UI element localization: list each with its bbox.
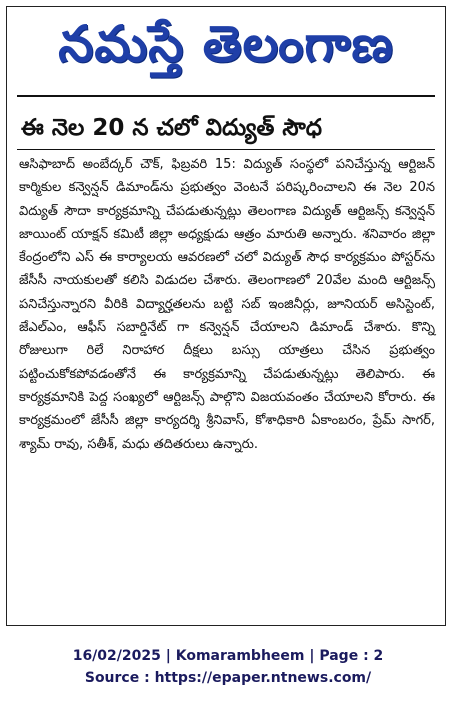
edition-info: 16/02/2025 | Komarambheem | Page : 2 [72, 648, 384, 664]
article-paragraph: ఆసిఫాబాద్ అంబేద్కర్ చౌక్, ఫిబ్రవరి 15: విద్యుత్ సంస్థలో పనిచేస్తున్న ఆర్టిజన్ కార్మికుల కన్వెన్షన్ డిమాండ్‌ను ప్రభుత్వం వెంటనే పరిష్కరించాలని ఈ నెల 20న విద్యుత్ సౌదా కార్యక్రమాన్ని చేపడుతున్నట్లు తెలంగాణ విద్యుత్ ఆర్టిజన్స్ కన్వెన్షన్ జాయింట్ యాక్షన్ కమిటీ జిల్లా అధ్యక్షుడు ఆత్రం మారుతి అన్నారు. శనివారం జిల్లా కేంద్రంలోని ఎస్ ఈ కార్యాలయ ఆవరణలో చలో విద్యుత్ సౌధ కార్యక్రమం పోస్టర్‌ను జేసీసీ నాయకులతో కలిసి విడుదల చేశారు. తెలంగాణలో 20వేల మంది ఆర్టిజన్స్ పనిచేస్తున్నారని వీరికి విద్యార్హతలను బట్టి సబ్ ఇంజినీర్లు, జూనియర్ అసిస్టెంట్, జేఎల్ఎం, ఆఫీస్ సబార్డినేట్ గా కన్వెన్షన్ చేయాలని డిమాండ్ చేశారు. కొన్ని రోజులుగా రిలే నిరాహార దీక్షలు బస్సు యాత్రలు చేసిన ప్రభుత్వం పట్టించుకోకపోవడంతోనే ఈ కార్యక్రమాన్ని చేపడుతున్నట్లు తెలిపారు. ఈ కార్యక్రమానికి పెద్ద సంఖ్యలో ఆర్టిజన్స్ పాల్గొని విజయవంతం చేయాలని కోరారు. ఈ కార్యక్రమంలో జేసీసీ జిల్లా కార్యదర్శి శ్రీనివాస్, కోశాధికారి ఏకాంబరం, ప్రేమ్ సాగర్, శ్యామ్ రావు, సతీశ్, మధు తదితరులు ఉన్నారు. [19, 157, 435, 452]
masthead-divider [17, 95, 435, 97]
article-body [19, 153, 435, 456]
masthead [7, 7, 445, 93]
news-clipping [6, 6, 446, 626]
article-headline: ఈ నెల 20 న చలో విద్యుత్ సౌధ [21, 115, 323, 141]
source-link[interactable]: Source : https://epaper.ntnews.com/ [84, 670, 372, 686]
newspaper-name: నమస్తే తెలంగాణ [58, 14, 394, 73]
headline-divider [17, 149, 435, 150]
